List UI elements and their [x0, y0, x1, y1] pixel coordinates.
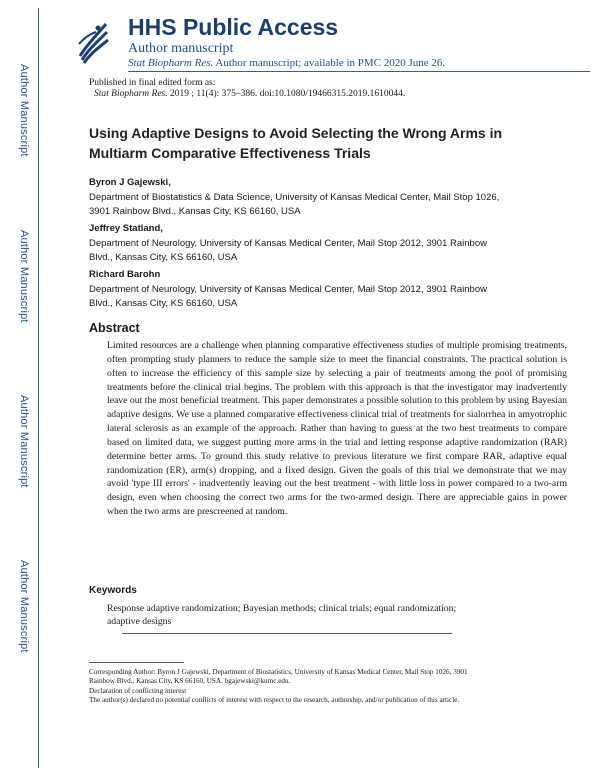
margin-label-author-manuscript-1: Author Manuscript	[18, 64, 30, 157]
declaration-heading: Declaration of conflicting interest	[89, 686, 187, 695]
author-affiliation	[89, 191, 569, 219]
affiliation-line: Department of Neurology, University of Kansas Medical Center, Mail Stop 2012, 3901 Rainbow	[89, 238, 487, 249]
keywords-text	[107, 602, 487, 628]
corresponding-line-1: Corresponding Author: Byron J Gajewski, Department of Biostatistics, University of Kansas Medical Center, Mail Stop 1026, 3901	[89, 668, 468, 676]
hhs-eagle-logo-icon	[76, 16, 110, 64]
paper-title	[89, 123, 569, 163]
author-affiliation	[89, 283, 569, 311]
citation-details: 2019 ; 11(4): 375–386. doi:10.1080/19466315.2019.1610044.	[170, 89, 406, 99]
header-rule	[128, 71, 590, 72]
author-affiliation	[89, 237, 569, 265]
affiliation-line: Blvd., Kansas City, KS 66160, USA	[89, 252, 238, 263]
margin-label-author-manuscript-2: Author Manuscript	[18, 230, 30, 323]
abstract-text: Limited resources are a challenge when planning comparative effectiveness studies of multiple promising treatments, often prompting study planners to reduce the sample size to meet the financial constraints. The practical solution is often to increase the efficiency of this sample size by selecting a pair of treatments among the pool of promising treatments before the clinical trial begins. The problem with this approach is that the investigator may inadvertently leave out the most beneficial treatment. This paper demonstrates a possible solution to this problem by using Bayesian adaptive designs. We use a planned comparative effectiveness clinical trial of treatments for sialorrhea in amyotrophic lateral sclerosis as an example of the approach. Rather than having to guess at the two best treatments to compare based on limited data, we suggest putting more arms in the trial and letting response adaptive randomization (RAR) determine better arms. To ground this study relative to previous literature we first compare RAR, adaptive equal randomization (ER), arm(s) dropping, and a fixed design. Given the goals of this trial we demonstrate that we may avoid 'type III errors' - inadvertently leaving out the best treatment - with little loss in power compared to a two-arm design, even when choosing the correct two arms for the two-armed design. There are appreciable gains in power when the two arms are prescreened at random.	[107, 340, 567, 518]
publication-citation	[94, 89, 405, 99]
availability-line	[128, 57, 445, 69]
abstract-heading: Abstract	[89, 321, 140, 335]
author-name: Richard Barohn	[89, 269, 161, 280]
declaration-text: The author(s) declared no potential conflicts of interest with respect to the research, authorship, and/or publication of this article.	[89, 696, 460, 705]
affiliation-line: Department of Biostatistics & Data Science, University of Kansas Medical Center, Mail Stop 1026,	[89, 192, 500, 203]
margin-label-author-manuscript-4: Author Manuscript	[18, 560, 30, 653]
author-manuscript-label: Author manuscript	[128, 41, 234, 56]
affiliation-line: Department of Neurology, University of Kansas Medical Center, Mail Stop 2012, 3901 Rainbow	[89, 284, 487, 295]
hhs-public-access-title: HHS Public Access	[128, 14, 339, 40]
citation-journal: Stat Biopharm Res.	[94, 89, 168, 99]
keywords-rule	[122, 633, 452, 634]
paper-title-line-1: Using Adaptive Designs to Avoid Selecting the Wrong Arms in	[89, 125, 503, 141]
author-name: Jeffrey Statland,	[89, 223, 163, 234]
keywords-heading: Keywords	[89, 585, 137, 596]
header-availability: Author manuscript; available in PMC 2020 June 26.	[215, 57, 446, 69]
corresponding-line-2: Rainbow Blvd., Kansas City, KS 66160, USA. bgajewski@kumc.edu.	[89, 677, 291, 686]
affiliation-line: 3901 Rainbow Blvd., Kansas City, KS 66160, USA	[89, 206, 301, 217]
keywords-line-2: adaptive designs	[107, 616, 172, 627]
affiliation-line: Blvd., Kansas City, KS 66160, USA	[89, 298, 238, 309]
footnote-rule	[89, 662, 184, 663]
published-in-label: Published in final edited form as:	[89, 78, 216, 88]
margin-label-author-manuscript-3: Author Manuscript	[18, 395, 30, 488]
keywords-line-1: Response adaptive randomization; Bayesian methods; clinical trials; equal randomization;	[107, 603, 457, 614]
margin-rule	[38, 8, 39, 768]
header-journal: Stat Biopharm Res.	[128, 57, 214, 69]
paper-title-line-2: Multiarm Comparative Effectiveness Trials	[89, 145, 371, 161]
corresponding-author-footnote	[89, 668, 569, 706]
author-name: Byron J Gajewski,	[89, 177, 171, 188]
